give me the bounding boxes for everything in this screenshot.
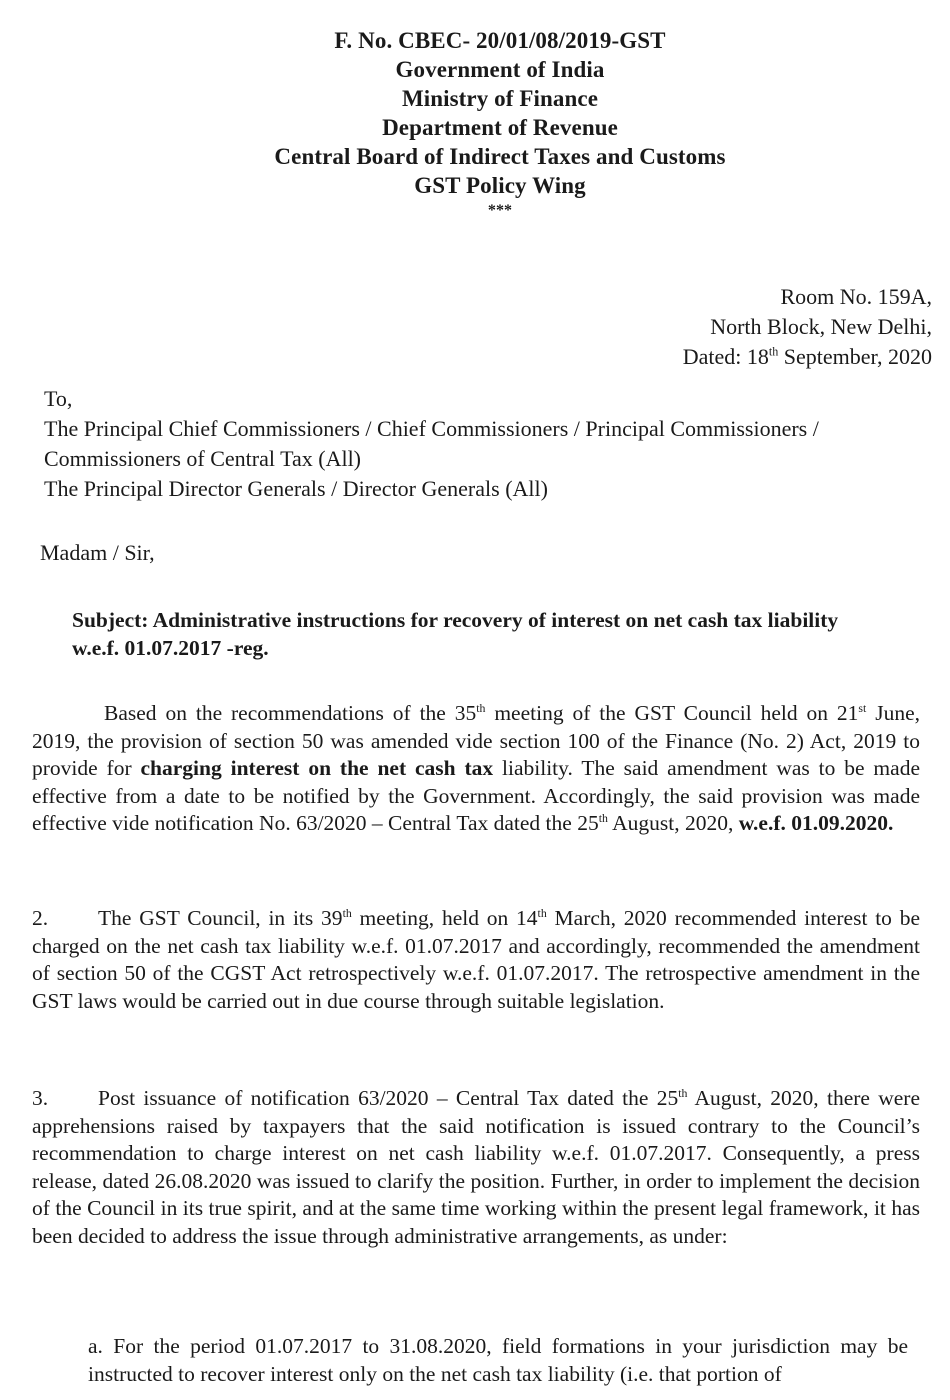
letterhead: [0, 26, 950, 222]
recipient-line-3: The Principal Director Generals / Director Generals (All): [44, 476, 548, 501]
to-label: To,: [44, 386, 73, 411]
government-name: Government of India: [395, 57, 605, 82]
ministry-name: Ministry of Finance: [401, 86, 599, 111]
paragraph-number: 3.: [32, 1086, 49, 1110]
separator: ***: [487, 202, 513, 219]
wing-name: GST Policy Wing: [414, 173, 586, 198]
recipient-line-1: The Principal Chief Commissioners / Chief Commissioners / Principal Commissioners /: [44, 416, 819, 441]
paragraph-1: Based on the recommendations of the 35th meeting of the GST Council held on 21st June, 2019, the provision of section 50 was amended vide section 100 of the Finance (No. 2) Act, 2019 to provide for charging interest on the net cash tax liability. The said amendment was to be made effective from a date to be notified by the Government. Accordingly, the said provision was made effective vide notification No. 63/2020 – Central Tax dated the 25th August, 2020, w.e.f. 01.09.2020.: [32, 700, 920, 836]
salutation: Madam / Sir,: [40, 540, 155, 565]
building-location: North Block, New Delhi,: [710, 314, 932, 339]
paragraph-3: 3. Post issuance of notification 63/2020 – Central Tax dated the 25th August, 2020, there were apprehensions raised by taxpayers that the said notification is issued contrary to the Council’s recommendation to charge interest on net cash liability w.e.f. 01.07.2017. Consequently, a press release, dated 26.08.2020 was issued to clarify the position. Further, in order to implement the decision of the Council in its true spirit, and at the same time working within the present legal framework, it has been decided to address the issue through administrative arrangements, as under:: [32, 1085, 920, 1248]
paragraph-2: 2. The GST Council, in its 39th meeting, held on 14th March, 2020 recommended interest to be charged on the net cash tax liability w.e.f. 01.07.2017 and accordingly, recommended the amendment of section 50 of the CGST Act retrospectively w.e.f. 01.07.2017. The retrospective amendment in the GST laws would be carried out in due course through suitable legislation.: [32, 905, 920, 1013]
room-number: Room No. 159A,: [780, 284, 932, 309]
department-name: Department of Revenue: [382, 115, 618, 140]
letter-date: Dated: 18th September, 2020: [682, 344, 932, 369]
subject-line: Subject: Administrative instructions for recovery of interest on net cash tax liability w.e.f. 01.07.2017 -reg.: [72, 608, 839, 660]
recipients-block: [44, 384, 924, 504]
paragraph-number: 2.: [32, 906, 49, 930]
recipient-line-2: Commissioners of Central Tax (All): [44, 446, 362, 471]
office-address: [683, 282, 932, 372]
paragraph-3a: a. For the period 01.07.2017 to 31.08.2020, field formations in your jurisdiction may be instructed to recover interest only on the net cash tax liability (i.e. that portion of: [88, 1334, 908, 1386]
file-number: F. No. CBEC- 20/01/08/2019-GST: [334, 28, 666, 53]
board-name: Central Board of Indirect Taxes and Customs: [274, 144, 726, 169]
